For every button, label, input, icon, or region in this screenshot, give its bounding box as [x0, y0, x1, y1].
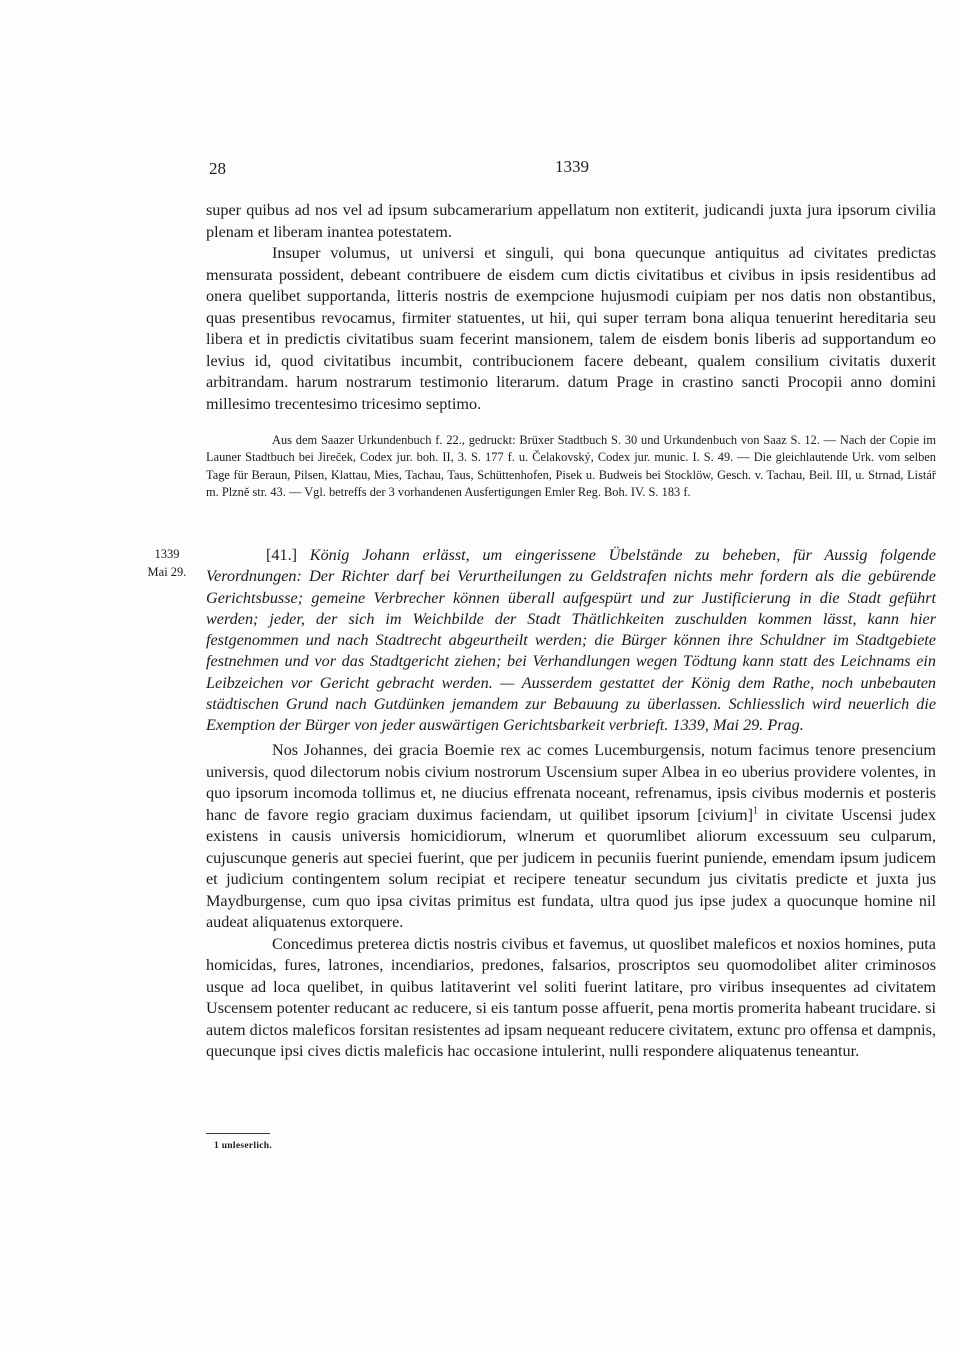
- document-number: [41.]: [266, 546, 298, 564]
- document-paragraph-text: Nos Johannes, dei gracia Boemie rex ac comes Lucemburgensis, notum facimus tenore presencium universis, quod dilectorum nobis civium nostrorum Uscensium super Albea in eo uberius providere volentes, in quo ipsorum incomoda tollimus et, ne diucius effrenata noceant, refrenamus, ipsis civibus modernis et posteris hanc de favore regio graciam duximus faciendam, ut quilibet ipsorum [civium]: [206, 741, 936, 824]
- margin-date-note: [142, 545, 192, 581]
- page-header-year: 1339: [555, 157, 589, 176]
- document-paragraph: Concedimus preterea dictis nostris civibus et favemus, ut quoslibet maleficos et noxios homines, puta homicidas, fures, latrones, incendiarios, predones, falsarios, proscriptos seu quomodolibet aliter criminosos usque ad loca quelibet, in quibus latitaverint vel soliti fuerint latitare, pro viribus insequentes ad civitatem Uscensem potenter reducant ac reducere, si eis tantum posse affuerit, pena mortis promerita habeant trucidare. si autem dictos maleficos forsitan resistentes ad ipsam nequeant reducere civitatem, extunc pro offensa et dampnis, quecunque ipsi cives dictis maleficis hac occasione intulerint, nulli respondere aliquatenus teneantur.: [206, 934, 936, 1060]
- regest-text: König Johann erlässt, um eingerissene Übelstände zu beheben, für Aussig folgende Verordnungen: Der Richter darf bei Verurtheilungen zu Geldstrafen nichts mehr fordern als die gebürende Gerichtsbusse; gemeine Verbrecher können überall aufgespürt und zur Justificierung in die Stadt geführt werden; jeder, der sich im Weichbilde der Stadt Thätlichkeiten zuschulden kommen lässt, kann hier festgenommen und nach Stadtrecht abgeurtheilt werden; die Bürger können ihre Schuldner im Stadtgebiete festnehmen und vor das Stadtgericht ziehen; bei Verhandlungen wegen Tödtung kann statt des Leichnams ein Leibzeichen vor Gericht gebracht werden. — Ausserdem gestattet der König dem Rathe, noch unbebauten städtischen Grund nach Gutdünken jemandem zur Bebauung zu überlassen. Schliesslich wird neuerlich die Exemption der Bürger von jeder auswärtigen Gerichtsbarkeit verbrieft. 1339, Mai 29. Prag.: [206, 546, 936, 735]
- margin-year: 1339: [154, 547, 180, 561]
- document-paragraph-text: in civitate Uscensi judex existens in causis universis homicidiorum, wlnerum et quorumlibet aliorum excessuum seu culparum, cujuscunque generis aut speciei fuerint, que per judicem in pecuniis fuerint puniende, emendam ipsum judicem et judicium contingentem solum recipiat et recipere teneatur secundum jus civitatis predicte et juxta jus Maydburgense, cum quo ipsa civitas primitus est fundata, ultra quod jus ipse judex a quocunque homine nil audeat aliquatenus extorquere.: [206, 805, 936, 931]
- document-paragraph: [206, 740, 936, 934]
- previous-document-paragraph: Insuper volumus, ut universi et singuli, qui bona quecunque antiquitus ad civitates predictas mensurata possident, debeant contribuere de eisdem cum dictis civitatibus et civibus in ipsis residentibus ad onera quelibet supportanda, litteris nostris de exempcione hujusmodi cuipiam per nos datis non obstantibus, quas presentibus revocamus, firmiter statuentes, ut hii, qui super terram bona aliqua tenuerint hereditaria seu libera et in predictis civitatibus suam fecerint mansionem, talem de eisdem bonis liberis ad supportandum eo levius id, quod civitatibus incumbit, contribucionem facere debeant, qualem consilium civitatis duxerit arbitrandam. harum nostrarum testimonio literarum. datum Prage in crastino sancti Procopii anno domini millesimo trecentesimo tricesimo septimo.: [206, 244, 936, 413]
- margin-day: Mai 29.: [147, 565, 187, 579]
- footnote-divider: [206, 1133, 270, 1134]
- source-note: Aus dem Saazer Urkundenbuch f. 22., gedruckt: Brüxer Stadtbuch S. 30 und Urkundenbuch von Saaz S. 12. — Nach der Copie im Launer Stadtbuch bei Jireček, Codex jur. boh. II, 3. S. 177 f. u. Čelakovský, Codex jur. munic. I. S. 49. — Die gleichlautende Urk. vom selben Tage für Beraun, Pilsen, Klattau, Mies, Tachau, Taus, Schüttenhofen, Pisek u. Budweis bei Stocklöw, Gesch. v. Tachau, Beil. III, u. Strnad, Listář m. Plzně str. 43. — Vgl. betreffs der 3 vorhandenen Ausfertigungen Emler Reg. Boh. IV. S. 183 f.: [206, 433, 936, 500]
- previous-document-text: [206, 200, 936, 415]
- document-regest: [206, 545, 936, 737]
- footnote: 1 unleserlich.: [214, 1141, 273, 1151]
- previous-document-paragraph: super quibus ad nos vel ad ipsum subcamerarium appellatum non extiterit, judicandi juxta jura ipsorum civilia plenam et liberam inantea potestatem.: [206, 201, 936, 241]
- footnote-mark: 1: [753, 805, 758, 817]
- page-number: 28: [209, 159, 226, 178]
- document-text: [206, 740, 936, 1063]
